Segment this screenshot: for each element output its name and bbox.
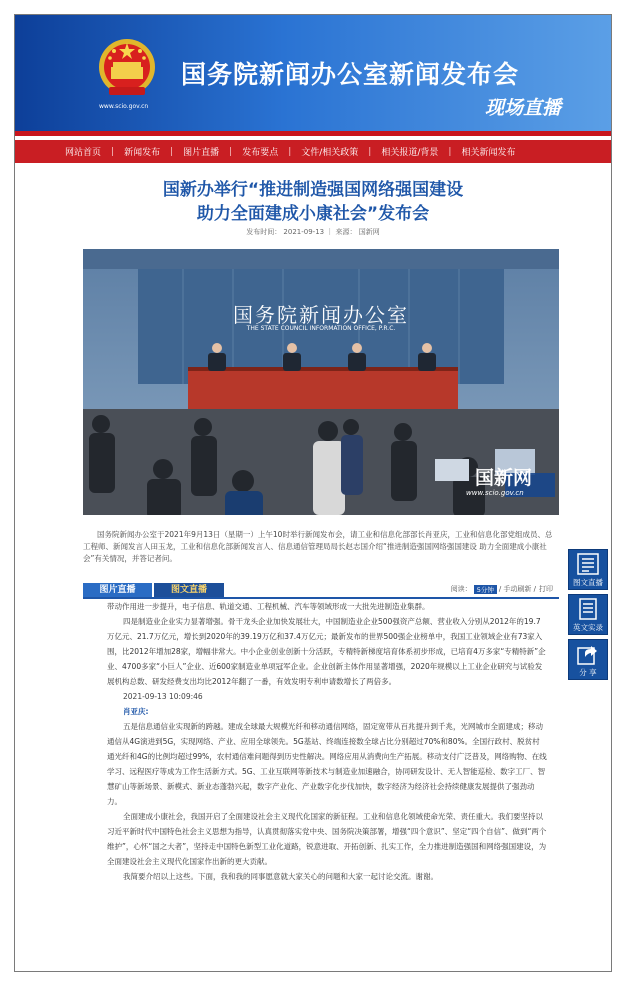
print-link[interactable]: 打印 xyxy=(539,585,553,593)
site-header xyxy=(15,15,611,131)
side-text-live-button[interactable]: 图文直播 xyxy=(568,549,608,590)
photo-banner-en: THE STATE COUNCIL INFORMATION OFFICE, P.R.C. xyxy=(246,325,396,332)
page-frame xyxy=(14,14,612,972)
nav-picture-live[interactable]: 图片直播 xyxy=(183,148,220,158)
live-label: 现场直播 xyxy=(485,97,562,119)
share-icon xyxy=(577,643,599,665)
live-paragraph: 四是制造业企业实力显著增强。骨干龙头企业加快发展壮大，中国制造业企业500强资产总额、营业收入分别从2012年的19.7万亿元、21.7万亿元，增长到2020年的39.19万亿和37.4万亿元；最新发布的世界500强企业榜单中，我国工业领域企业有73家入围，比2012年增加28家，增幅非常大。中小企业创业创新十分活跃，专精特新梯度培育体系初步形成，已培育4万多家“专精特新”企业、4700多家“小巨人”企业、近600家制造业单项冠军企业。企业创新主体作用显著增强，2020年规模以上工业企业研究与试验发展机构总数、研发经费支出均比2012年翻了一番，有效发明专利申请数增长了两倍多。 xyxy=(107,617,546,686)
manual-refresh-link[interactable]: / 手动刷新 / xyxy=(498,585,536,593)
main-nav: 网站首页 | 新闻发布 | 图片直播 | 发布要点 | 文件/相关政策 | 相关报道/背景 | 相关新闻发布 xyxy=(15,140,611,163)
photo-watermark-url: www.scio.gov.cn xyxy=(466,489,524,497)
document-icon xyxy=(577,598,599,620)
article-meta: 发布时间： 2021-09-13 ｜ 来源： 国新网 xyxy=(246,228,380,236)
photo-banner: 国务院新闻办公室 xyxy=(233,303,409,327)
live-paragraph: 我简要介绍以上这些。下面，我和我的同事愿意就大家关心的问题和大家一起讨论交流。谢谢。 xyxy=(123,872,438,881)
tab-text-live[interactable]: 图文直播 xyxy=(154,583,224,597)
live-text-panel[interactable] xyxy=(83,599,559,971)
nav-news-release[interactable]: 新闻发布 xyxy=(124,148,161,158)
press-conference-photo xyxy=(83,249,559,515)
site-url: www.scio.gov.cn xyxy=(99,103,149,110)
nav-policies[interactable]: 文件/相关政策 xyxy=(301,148,359,158)
live-speaker: 肖亚庆: xyxy=(123,707,149,716)
tab-picture-live[interactable]: 图片直播 xyxy=(83,583,152,597)
photo-watermark-logo: 国新网 xyxy=(475,467,533,489)
article-title-line2: 助力全面建成小康社会”发布会 xyxy=(196,204,430,224)
header-divider xyxy=(15,131,611,136)
side-share-button[interactable]: 分 享 xyxy=(568,639,608,680)
live-paragraph: 带动作用进一步提升，电子信息、轨道交通、工程机械、汽车等领域形成一大批先进制造业集群。 xyxy=(107,602,430,611)
live-text-content xyxy=(107,599,547,884)
live-paragraph: 五是信息通信业实现新的跨越。建成全球最大规模光纤和移动通信网络，固定宽带从百兆提升到千兆，光网城市全面建成；移动通信从4G演进到5G，实现网络、产业、应用全球领先。5G基站、终端连接数全球占比分别超过70%和80%。全国行政村、脱贫村通光纤和4G的比例均超过99%，农村通信难问题得到历史性解决。网络应用从消费向生产拓展。移动支付广泛普及，网络购物、在线学习、远程医疗等成为工作生活新方式。5G、工业互联网等新技术与制造业加速融合，协同研发设计、无人智能巡检、数字工厂、智慧矿山等新场景、新模式、新业态蓬勃兴起，数字产业化、产业数字化步伐加快，数字经济为经济社会持续健康发展提供了强劲动力。 xyxy=(107,722,547,806)
site-title: 国务院新闻办公室新闻发布会 xyxy=(181,60,520,89)
photo-caption: 国务院新闻办公室于2021年9月13日（星期一）上午10时举行新闻发布会，请工业和信息化部部长肖亚庆，工业和信息化部党组成员、总工程师、新闻发言人田玉龙，工业和信息化部新闻发言人、信息通信管理局局长赵志国介绍“推进制造强国网络强国建设 助力全面建成小康社会”有关情况，并答记者问。 xyxy=(83,530,553,563)
live-tab-bar xyxy=(83,583,559,597)
refresh-controls: 阅读： 5分钟 / 手动刷新 / 打印 xyxy=(450,585,553,594)
live-timestamp: 2021-09-13 10:09:46 xyxy=(123,692,203,701)
live-paragraph: 全面建成小康社会，我国开启了全面建设社会主义现代化国家的新征程。工业和信息化领域使命光荣、责任重大。我们要坚持以习近平新时代中国特色社会主义思想为指导，认真贯彻落实党中央、国务院决策部署，增强“四个意识”、坚定“四个自信”、做到“两个维护”，心怀“国之大者”，坚持走中国特色新型工业化道路，锐意进取、开拓创新、扎实工作，全力推进制造强国和网络强国建设，为全面建设社会主义现代化国家作出新的更大贡献。 xyxy=(107,812,547,866)
refresh-interval-select[interactable]: 5分钟 xyxy=(474,585,497,594)
nav-home[interactable]: 网站首页 xyxy=(65,148,102,158)
national-emblem-icon xyxy=(97,37,157,101)
nav-related-releases[interactable]: 相关新闻发布 xyxy=(461,148,516,158)
nav-key-points[interactable]: 发布要点 xyxy=(242,148,279,158)
nav-related-reports[interactable]: 相关报道/背景 xyxy=(381,148,439,158)
article-title-line1: 国新办举行“推进制造强国网络强国建设 xyxy=(162,180,464,200)
side-english-record-button[interactable]: 英文实录 xyxy=(568,594,608,635)
list-icon xyxy=(577,553,599,575)
